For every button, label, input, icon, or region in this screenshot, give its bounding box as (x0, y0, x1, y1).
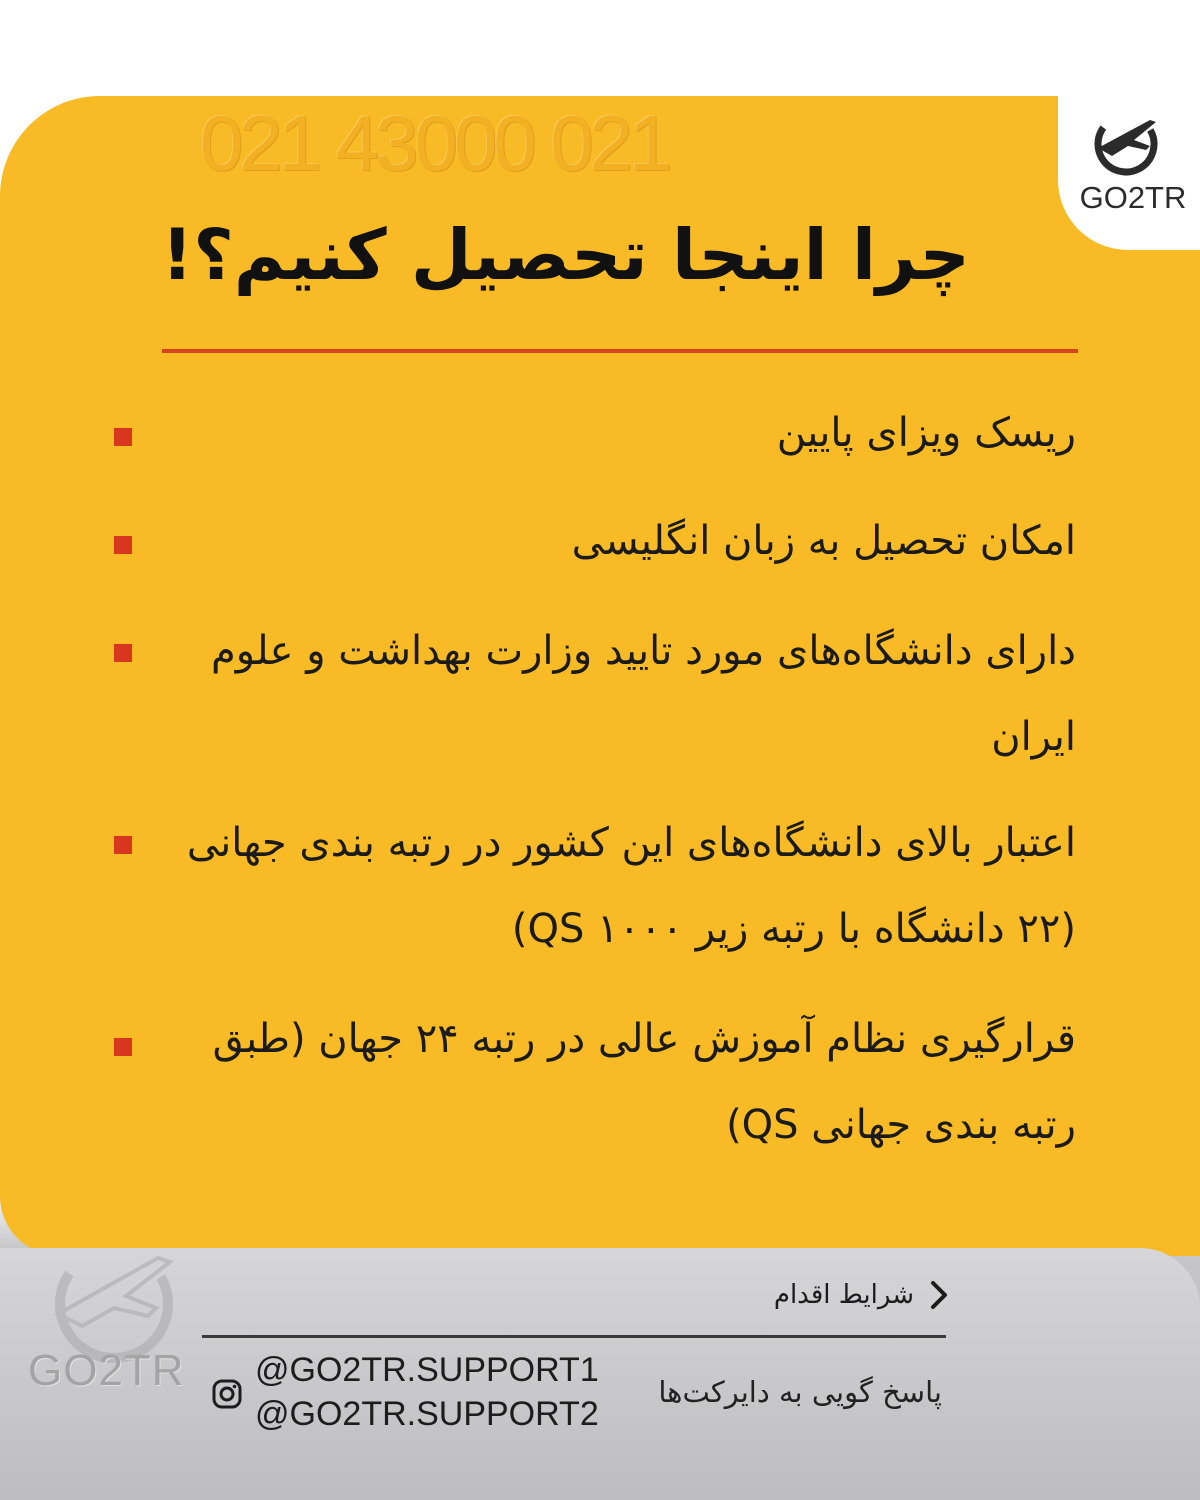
brand-logo-badge (1058, 96, 1200, 250)
reply-direct-text: پاسخ گویی به دایرکت‌ها (658, 1375, 942, 1409)
page-title: چرا اینجا تحصیل کنیم؟! (161, 214, 970, 296)
instagram-icon[interactable] (211, 1378, 243, 1410)
brand-name: GO2TR (1079, 180, 1187, 215)
conditions-label: شرایط اقدام (773, 1280, 914, 1310)
title-divider (162, 349, 1078, 353)
chevron-right-icon (928, 1279, 950, 1311)
conditions-link[interactable] (700, 1270, 950, 1320)
footer-divider (202, 1335, 946, 1338)
bullet-square (114, 536, 132, 554)
bullet-square (114, 428, 132, 446)
list-item-text: ریسک ویزای پایین (776, 410, 1076, 456)
phone-number: 021 43000 021 (200, 99, 669, 187)
bullet-square (114, 644, 132, 662)
list-item-text: دارای دانشگاه‌های مورد تایید وزارت بهداشت و علوم ایران (210, 628, 1076, 760)
list-item-text: اعتبار بالای دانشگاه‌های این کشور در رتبه بندی جهانی (۲۲ دانشگاه با رتبه زیر QS ۱۰۰۰) (186, 820, 1076, 952)
support-handles (255, 1348, 599, 1436)
list-item-text: امکان تحصیل به زبان انگلیسی (571, 518, 1076, 564)
watermark-brand: GO2TR (28, 1346, 185, 1395)
support-handle-1[interactable]: @GO2TR.SUPPORT1 (255, 1351, 599, 1389)
plane-swoosh-icon (1084, 100, 1168, 184)
list-item-text: قرارگیری نظام آموزش عالی در رتبه ۲۴ جهان (طبق رتبه بندی جهانی QS) (212, 1016, 1076, 1148)
bullet-square (114, 836, 132, 854)
bullet-square (114, 1038, 132, 1056)
support-handle-2[interactable]: @GO2TR.SUPPORT2 (255, 1395, 599, 1433)
